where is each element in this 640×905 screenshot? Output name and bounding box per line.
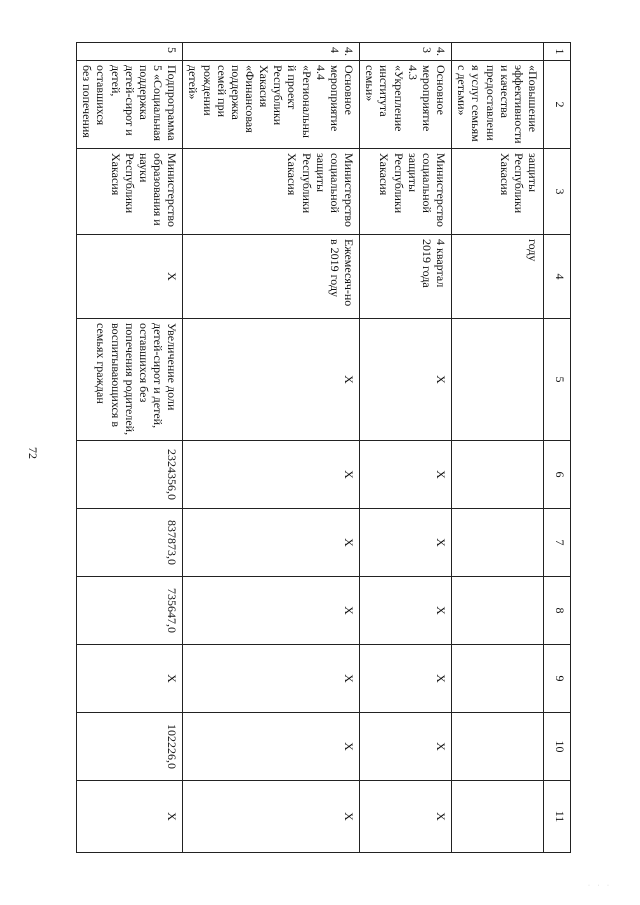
- executor-cell: защиты Республики Хакасия: [452, 149, 544, 235]
- name-cell: Основное мероприятие 4.3 «Укрепление института семьи»: [360, 61, 452, 149]
- value-cell: [452, 781, 544, 853]
- value-cell: [452, 645, 544, 713]
- scan-marks: · · ·: [588, 883, 612, 889]
- executor-cell: Министерство социальной защиты Республики Хакасия: [360, 149, 452, 235]
- indicator-cell: [452, 319, 544, 441]
- value-cell: X: [360, 577, 452, 645]
- program-table: [76, 42, 571, 853]
- value-cell: X: [77, 645, 183, 713]
- value-cell: 102226,0: [77, 713, 183, 781]
- rotated-table-container: [80, 42, 571, 852]
- indicator-cell: X: [360, 319, 452, 441]
- header-cell: 11: [544, 781, 571, 853]
- term-cell: 4 квартал 2019 года: [360, 235, 452, 319]
- value-cell: X: [183, 781, 360, 853]
- value-cell: X: [183, 713, 360, 781]
- value-cell: X: [360, 441, 452, 509]
- header-row: [544, 43, 571, 853]
- header-cell: 1: [544, 43, 571, 61]
- term-cell: Ежемесяч-но в 2019 году: [183, 235, 360, 319]
- value-cell: X: [360, 781, 452, 853]
- value-cell: X: [77, 781, 183, 853]
- term-cell: году: [452, 235, 544, 319]
- name-cell: Основное мероприятие 4.4 «Региональный проект Республики Хакасия «Финансовая поддержка семей при рождении детей»: [183, 61, 360, 149]
- value-cell: X: [360, 713, 452, 781]
- page-number: 72: [26, 447, 40, 459]
- value-cell: X: [183, 441, 360, 509]
- header-cell: 3: [544, 149, 571, 235]
- table-row: [77, 43, 183, 853]
- value-cell: X: [183, 645, 360, 713]
- header-cell: 8: [544, 577, 571, 645]
- name-cell: «Повышение эффективности и качества предоставления услуг семьям с детьми»: [452, 61, 544, 149]
- executor-cell: Министерство образования и науки Республики Хакасия: [77, 149, 183, 235]
- value-cell: X: [360, 645, 452, 713]
- indicator-cell: X: [183, 319, 360, 441]
- value-cell: 735647,0: [77, 577, 183, 645]
- row-number-cell: 4.3: [360, 43, 452, 61]
- header-cell: 10: [544, 713, 571, 781]
- value-cell: [452, 713, 544, 781]
- table-row: [183, 43, 360, 853]
- value-cell: X: [360, 509, 452, 577]
- header-cell: 4: [544, 235, 571, 319]
- header-cell: 9: [544, 645, 571, 713]
- header-cell: 6: [544, 441, 571, 509]
- value-cell: [452, 509, 544, 577]
- value-cell: X: [183, 577, 360, 645]
- header-cell: 5: [544, 319, 571, 441]
- executor-cell: Министерство социальной защиты Республики Хакасия: [183, 149, 360, 235]
- table-row: [360, 43, 452, 853]
- row-number-cell: 5: [77, 43, 183, 61]
- row-number-cell: 4.4: [183, 43, 360, 61]
- value-cell: [452, 441, 544, 509]
- term-cell: X: [77, 235, 183, 319]
- name-cell: Подпрограмма 5 «Социальная поддержка детей-сирот и детей, оставшихся без попечения: [77, 61, 183, 149]
- value-cell: [452, 577, 544, 645]
- row-number-cell: [452, 43, 544, 61]
- value-cell: X: [183, 509, 360, 577]
- value-cell: 837873,0: [77, 509, 183, 577]
- table-row: [452, 43, 544, 853]
- header-cell: 7: [544, 509, 571, 577]
- header-cell: 2: [544, 61, 571, 149]
- indicator-cell: Увеличение доли детей-сирот и детей, оставшихся без попечения родителей, воспитывающихся в семьях граждан: [77, 319, 183, 441]
- value-cell: 2324356,0: [77, 441, 183, 509]
